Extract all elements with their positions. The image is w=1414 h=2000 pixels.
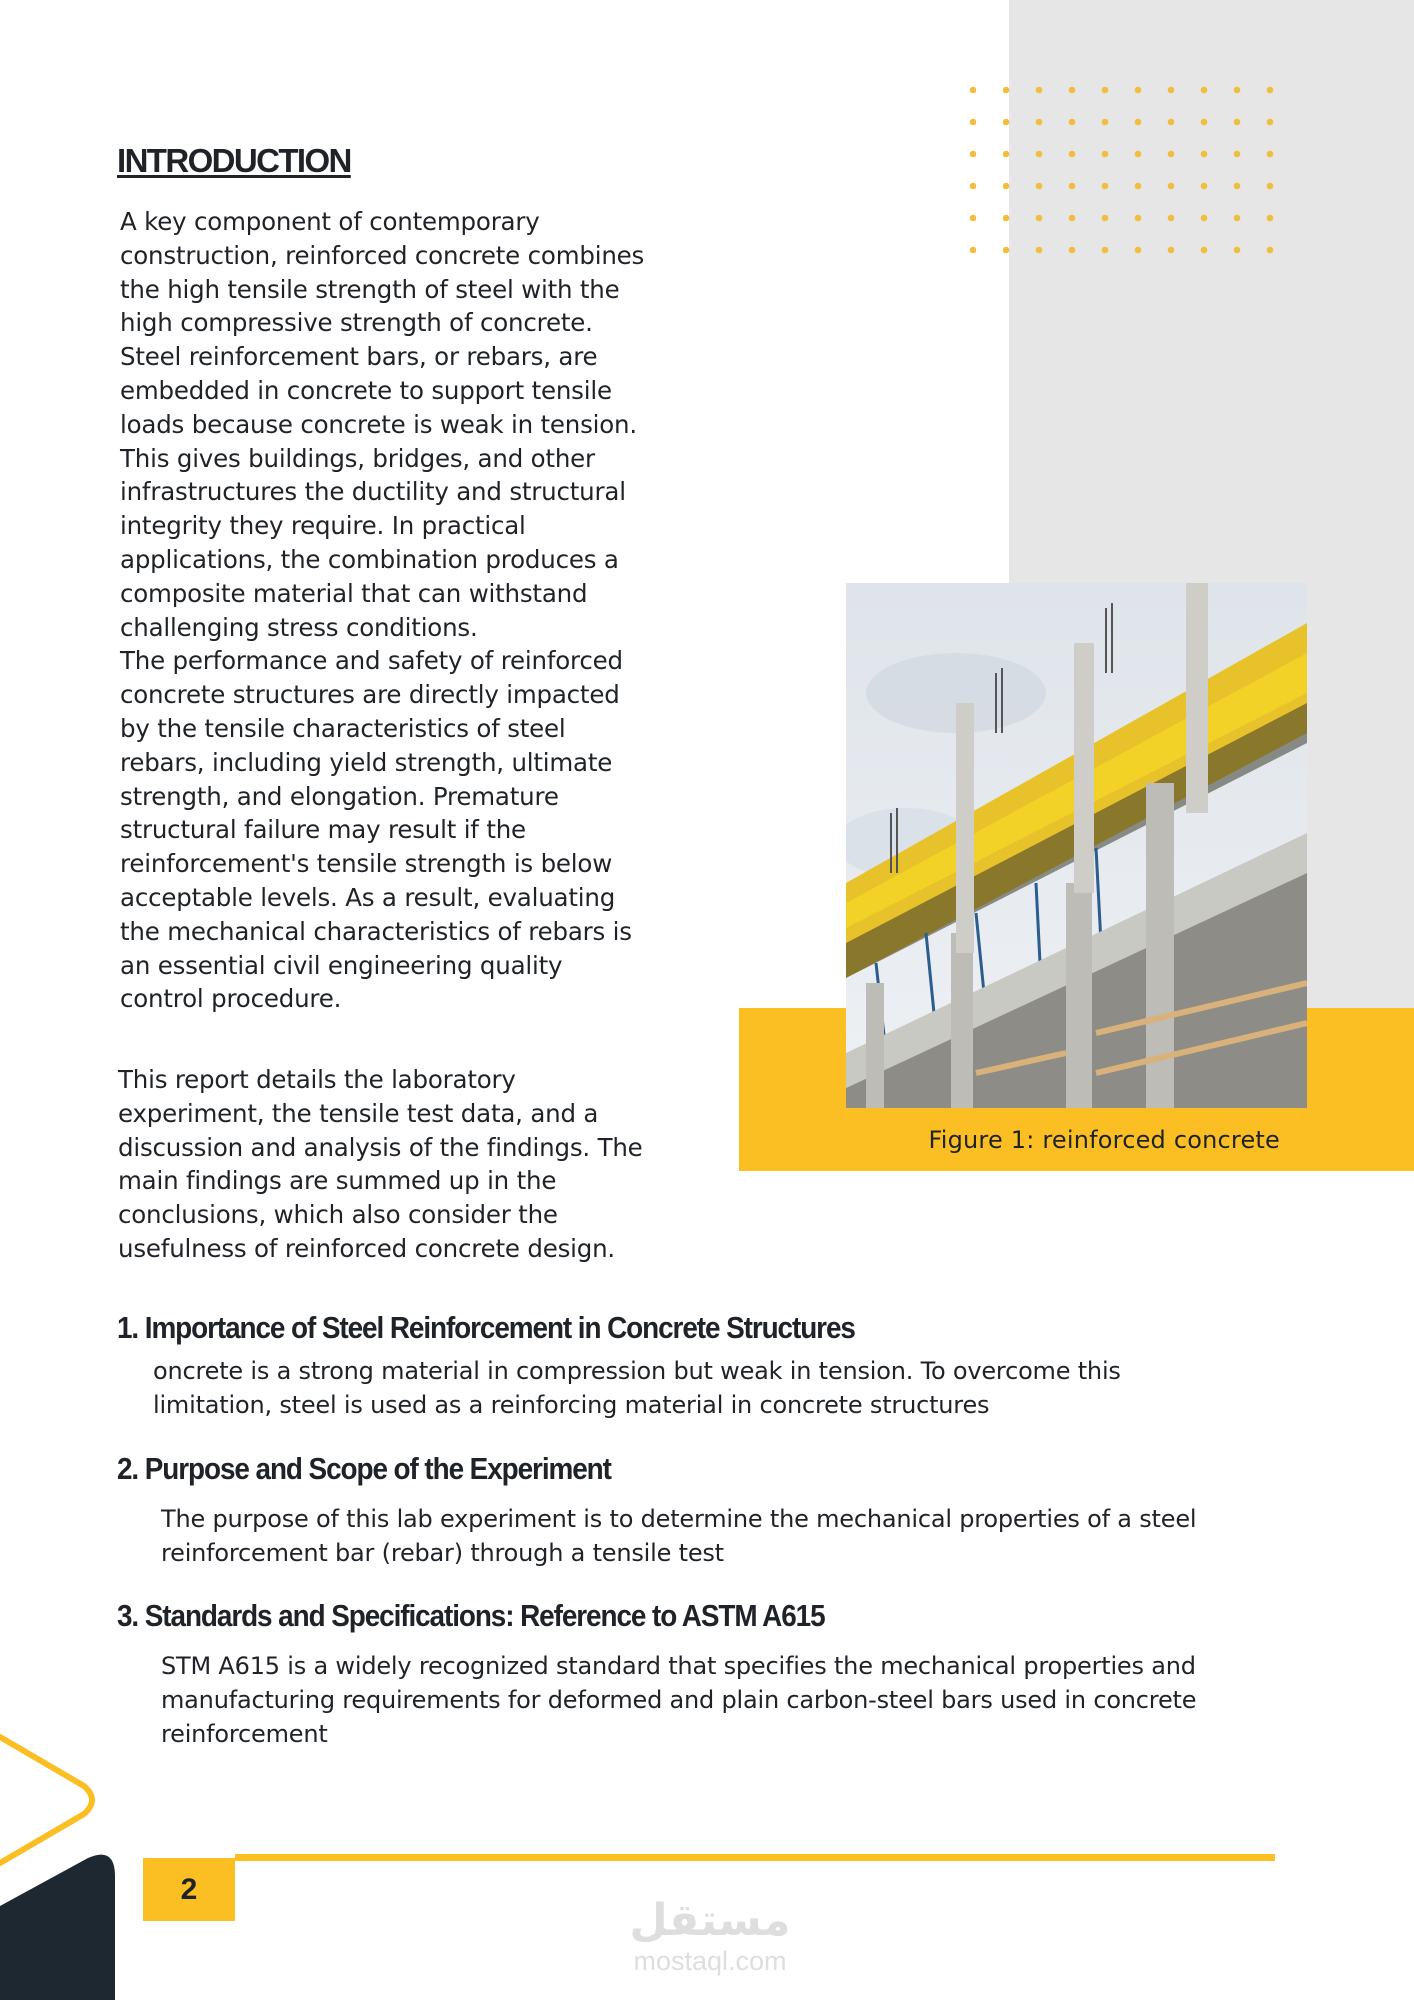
decorative-dot: [1135, 215, 1142, 222]
decorative-dot: [1234, 247, 1241, 254]
decorative-dot: [1102, 247, 1109, 254]
decorative-dot: [1069, 215, 1076, 222]
decorative-dot: [1234, 215, 1241, 222]
decorative-dot: [1135, 247, 1142, 254]
decorative-dot: [1234, 151, 1241, 158]
decorative-dot: [1102, 87, 1109, 94]
decorative-dot: [1069, 151, 1076, 158]
watermark-latin: mostaql.com: [633, 1946, 787, 1976]
decorative-dot: [1135, 119, 1142, 126]
decorative-dot: [1036, 119, 1043, 126]
intro-paragraph-2-text: The performance and safety of reinforced concrete structures are directly impacted by the tensile characteristics of steel rebars, including yield strength, ultimate strength, and elongation. Premature structural failure may result if the reinforcement's tensile strength is below acceptable levels. As a result, evaluating the mechanical characteristics of rebars is an essential civil engineering quality control procedure.: [120, 646, 632, 1014]
figure-caption: Figure 1: reinforced concrete: [928, 1126, 1280, 1154]
decorative-dot: [1267, 247, 1274, 254]
decorative-dot: [1168, 215, 1175, 222]
decorative-dot: [1201, 119, 1208, 126]
intro-paragraph-1-text: A key component of contemporary construction, reinforced concrete combines the high tensile strength of steel with the high compressive strength of concrete. Steel reinforcement bars, or rebars, are embedded in concrete to support tensile loads because concrete is weak in tension. This gives buildings, bridges, and other infrastructures the ductility and structural integrity they require. In practical applications, the combination produces a composite material that can withstand challenging stress conditions.: [120, 207, 645, 642]
decorative-dot: [1135, 87, 1142, 94]
decorative-dot: [970, 119, 977, 126]
page-number: 2: [143, 1858, 235, 1921]
decorative-dot: [1201, 87, 1208, 94]
section-body-purpose: The purpose of this lab experiment is to determine the mechanical properties of a steel reinforcement bar (rebar) through a tensile test: [161, 1505, 1197, 1567]
footer-divider-line: [235, 1854, 1275, 1861]
decorative-dot: [1003, 151, 1010, 158]
decorative-dot: [1102, 119, 1109, 126]
decorative-dot: [1234, 119, 1241, 126]
decorative-dot: [1168, 119, 1175, 126]
decorative-dot: [1135, 183, 1142, 190]
decorative-dot: [970, 151, 977, 158]
decorative-dot: [1102, 215, 1109, 222]
decorative-dot: [1201, 183, 1208, 190]
decorative-dot: [1168, 87, 1175, 94]
figure-photo: [846, 583, 1307, 1108]
mostaql-watermark: [620, 1895, 800, 1975]
intro-paragraph-3: This report details the laboratory experiment, the tensile test data, and a discussion and analysis of the findings. The main findings are summed up in the conclusions, which also consider the usefulness of reinforced concrete design.: [118, 1065, 643, 1263]
dark-corner-shape: [0, 1855, 115, 2000]
decorative-dot: [1036, 151, 1043, 158]
watermark-arabic: مستقل: [629, 1895, 791, 1946]
decorative-dot: [1267, 119, 1274, 126]
decorative-dot: [1168, 183, 1175, 190]
decorative-dot: [1069, 183, 1076, 190]
decorative-dot: [1267, 215, 1274, 222]
decorative-dot: [1267, 87, 1274, 94]
decorative-dot: [1168, 151, 1175, 158]
decorative-dot: [1003, 183, 1010, 190]
decorative-dot: [1168, 247, 1175, 254]
decorative-dot: [1267, 151, 1274, 158]
decorative-dot: [970, 215, 977, 222]
decorative-dot: [1201, 215, 1208, 222]
decorative-dot: [1003, 215, 1010, 222]
decorative-dot: [1267, 183, 1274, 190]
decorative-dot: [1069, 87, 1076, 94]
decorative-dot: [1036, 183, 1043, 190]
decorative-dot: [1003, 87, 1010, 94]
decorative-dot: [1069, 247, 1076, 254]
decorative-dot: [1234, 87, 1241, 94]
decorative-dot: [970, 183, 977, 190]
section-body-importance: oncrete is a strong material in compression but weak in tension. To overcome this limitation, steel is used as a reinforcing material in concrete structures: [153, 1357, 1121, 1419]
decorative-dot: [1069, 119, 1076, 126]
decorative-dot: [1234, 183, 1241, 190]
introduction-heading: INTRODUCTION: [117, 142, 351, 179]
decorative-dot: [1135, 151, 1142, 158]
section-heading-importance: 1. Importance of Steel Reinforcement in Concrete Structures: [117, 1310, 855, 1345]
section-heading-purpose: 2. Purpose and Scope of the Experiment: [117, 1451, 611, 1486]
decorative-dot: [1102, 151, 1109, 158]
decorative-dot: [1201, 247, 1208, 254]
decorative-dot: [1003, 119, 1010, 126]
yellow-chevron-outline: [0, 1734, 92, 1866]
section-body-standards: STM A615 is a widely recognized standard that specifies the mechanical properties and manufacturing requirements for deformed and plain carbon-steel bars used in concrete reinforcement: [161, 1652, 1197, 1748]
dot-grid-decoration: [966, 84, 1306, 264]
decorative-dot: [1036, 87, 1043, 94]
decorative-dot: [1036, 215, 1043, 222]
decorative-dot: [1003, 247, 1010, 254]
intro-paragraph-1: [120, 205, 650, 1016]
construction-photo-illustration: [846, 583, 1307, 1108]
decorative-dot: [970, 87, 977, 94]
decorative-dot: [970, 247, 977, 254]
decorative-dot: [1036, 247, 1043, 254]
corner-chevron-decoration: [0, 1720, 130, 2000]
section-heading-standards: 3. Standards and Specifications: Reference to ASTM A615: [117, 1598, 825, 1633]
decorative-dot: [1102, 183, 1109, 190]
decorative-dot: [1201, 151, 1208, 158]
